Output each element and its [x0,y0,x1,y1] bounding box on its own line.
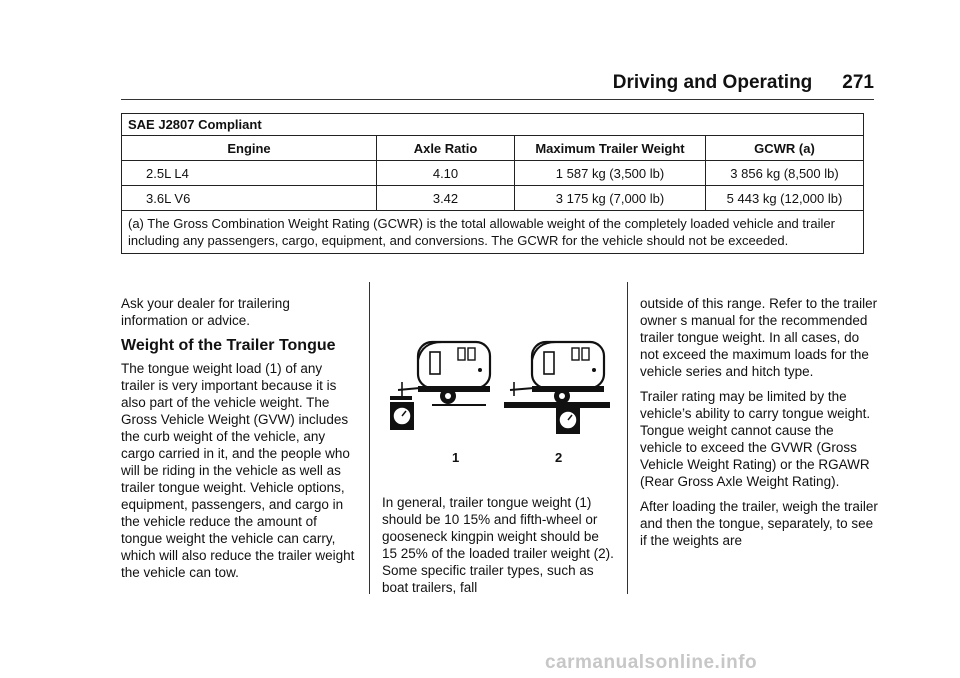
tongue-weight-paragraph: The tongue weight load (1) of any trailer is very important because it is also part of the vehicle weight. The Gross Vehicle Weight (GVW) includes the curb weight of the vehicle, any cargo carried in it, and the people who will be riding in the vehicle as well as trailer tongue weight. Vehicle options, equipment, passengers, and cargo in the vehicle reduce the amount of tongue weight the vehicle can carry, which will also reduce the trailer weight the vehicle can tow. [121,361,355,580]
column-right [640,295,878,557]
header-rule [121,99,874,100]
weighing-paragraph: After loading the trailer, weigh the trailer and then the tongue, separately, to see if the weights are [640,499,878,548]
figure-label-1: 1 [452,450,460,465]
cell-axle-ratio: 4.10 [377,161,515,186]
trailer-illustration-graphic [382,330,614,470]
page-number: 271 [842,72,874,93]
cell-gcwr: 3 856 kg (8,500 lb) [706,161,864,186]
column-header-axle-ratio: Axle Ratio [377,136,515,161]
cell-axle-ratio: 3.42 [377,186,515,211]
tongue-weight-range-paragraph: In general, trailer tongue weight (1) should be 10 15% and fifth-wheel or gooseneck kingpin weight should be 15 25% of the loaded trailer weight (2). Some specific trailer types, such as boat trailers, fall [382,495,614,595]
intro-paragraph: Ask your dealer for trailering information or advice. [121,296,290,328]
trailer-spec-table [121,113,864,254]
section-heading: Weight of the Trailer Tongue [121,337,336,354]
page-header [613,72,874,94]
column-header-max-trailer-weight: Maximum Trailer Weight [515,136,706,161]
watermark: carmanualsonline.info [545,652,758,673]
column-divider [369,282,370,594]
table-row [122,161,864,186]
table-caption: SAE J2807 Compliant [122,114,864,136]
cell-engine: 3.6L V6 [122,186,377,211]
column-divider [627,282,628,594]
trailer-2-icon [504,342,610,434]
cell-max-trailer-weight: 1 587 kg (3,500 lb) [515,161,706,186]
section-title: Driving and Operating [612,72,813,93]
column-middle [382,494,614,604]
table-footnote: (a) The Gross Combination Weight Rating (GCWR) is the total allowable weight of the completely loaded vehicle and trailer including any passengers, cargo, equipment, and conversions. The GCWR for the vehicle should not be exceeded. [122,211,864,254]
rating-limit-paragraph: Trailer rating may be limited by the vehicle’s ability to carry tongue weight. Tongue weight cannot cause the vehicle to exceed the GVWR (Gross Vehicle Weight Rating) or the RGAWR (Rear Gross Axle Weight Rating). [640,389,871,489]
column-left [121,295,356,589]
column-header-gcwr: GCWR (a) [706,136,864,161]
trailer-weight-illustration [382,330,614,470]
table-row [122,186,864,211]
table-header-row [122,136,864,161]
column-header-engine: Engine [122,136,377,161]
cell-engine: 2.5L L4 [122,161,377,186]
trailer-1-icon [390,342,490,430]
figure-label-2: 2 [555,450,563,465]
cell-max-trailer-weight: 3 175 kg (7,000 lb) [515,186,706,211]
cell-gcwr: 5 443 kg (12,000 lb) [706,186,864,211]
range-paragraph: outside of this range. Refer to the trailer owner s manual for the recommended trailer tongue weight. In all cases, do not exceed the maximum loads for the vehicle series and hitch type. [640,296,878,379]
